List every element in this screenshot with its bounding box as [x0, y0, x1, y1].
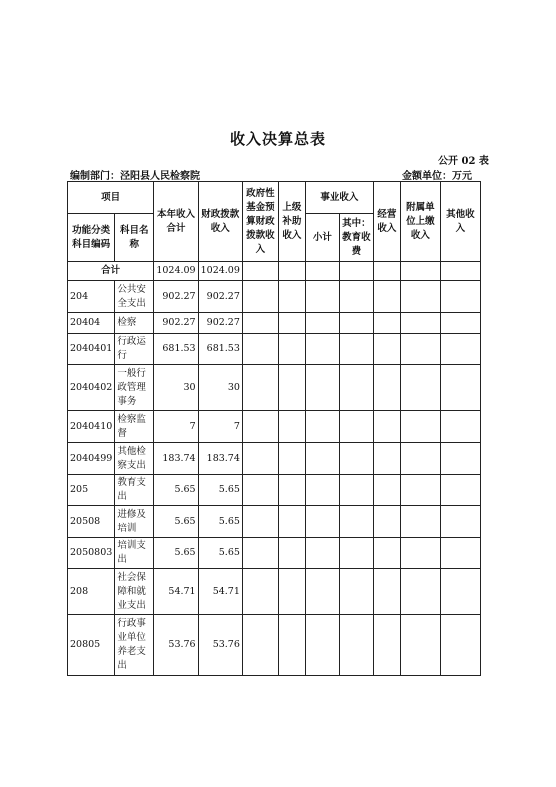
header-item: 项目 — [68, 182, 154, 214]
row-total: 54.71 — [154, 569, 198, 615]
header-gov-fund: 政府性基金预算财政拨款收入 — [242, 182, 278, 262]
row-fiscal: 5.65 — [198, 475, 242, 506]
row-name: 一般行政管理事务 — [115, 365, 154, 411]
row-name: 检察 — [115, 313, 154, 334]
row-code: 2040499 — [68, 443, 115, 475]
row-name: 行政运行 — [115, 334, 154, 365]
table-row — [68, 281, 481, 313]
row-name: 教育支出 — [115, 475, 154, 506]
row-code: 2040401 — [68, 334, 115, 365]
table-row — [68, 334, 481, 365]
row-name: 社会保障和就业支出 — [115, 569, 154, 615]
table-row — [68, 365, 481, 411]
header-total: 本年收入合计 — [154, 182, 198, 262]
header-superior: 上级补助收入 — [278, 182, 305, 262]
row-fiscal: 30 — [198, 365, 242, 411]
row-name: 其他检察支出 — [115, 443, 154, 475]
income-summary-table — [67, 181, 481, 676]
total-label: 合计 — [68, 262, 154, 281]
row-total: 5.65 — [154, 506, 198, 538]
row-fiscal: 681.53 — [198, 334, 242, 365]
amount-unit-label: 金额单位：万元 — [402, 171, 472, 182]
report-title: 收入决算总表 — [229, 130, 326, 148]
row-total: 5.65 — [154, 475, 198, 506]
row-code: 20404 — [68, 313, 115, 334]
row-total: 30 — [154, 365, 198, 411]
row-code: 2040410 — [68, 411, 115, 443]
form-number: 公开 02 表 — [438, 156, 489, 167]
row-name: 检察监督 — [115, 411, 154, 443]
table-row — [68, 443, 481, 475]
table-row — [68, 569, 481, 615]
header-business: 事业收入 — [305, 182, 373, 214]
table-row — [68, 475, 481, 506]
row-code: 20508 — [68, 506, 115, 538]
row-fiscal: 5.65 — [198, 538, 242, 569]
table-row — [68, 411, 481, 443]
row-name: 进修及培训 — [115, 506, 154, 538]
row-name: 行政事业单位养老支出 — [115, 615, 154, 676]
row-total: 681.53 — [154, 334, 198, 365]
table-row — [68, 538, 481, 569]
table-row — [68, 615, 481, 676]
row-fiscal: 54.71 — [198, 569, 242, 615]
row-total: 53.76 — [154, 615, 198, 676]
table-row — [68, 313, 481, 334]
header-fiscal: 财政拨款收入 — [198, 182, 242, 262]
row-total: 902.27 — [154, 313, 198, 334]
header-code: 功能分类科目编码 — [68, 214, 115, 262]
row-name: 培训支出 — [115, 538, 154, 569]
header-subtotal: 小计 — [305, 214, 339, 262]
row-total: 902.27 — [154, 281, 198, 313]
row-code: 2050803 — [68, 538, 115, 569]
header-operating: 经营收入 — [373, 182, 400, 262]
row-code: 208 — [68, 569, 115, 615]
header-education: 其中：教育收费 — [339, 214, 373, 262]
row-fiscal: 902.27 — [198, 281, 242, 313]
row-name: 公共安全支出 — [115, 281, 154, 313]
header-affiliated: 附属单位上缴收入 — [400, 182, 440, 262]
total-fiscal: 1024.09 — [198, 262, 242, 281]
table-row — [68, 506, 481, 538]
row-total: 5.65 — [154, 538, 198, 569]
row-code: 205 — [68, 475, 115, 506]
row-total: 183.74 — [154, 443, 198, 475]
row-fiscal: 183.74 — [198, 443, 242, 475]
row-code: 2040402 — [68, 365, 115, 411]
row-fiscal: 5.65 — [198, 506, 242, 538]
header-name: 科目名称 — [115, 214, 154, 262]
row-fiscal: 53.76 — [198, 615, 242, 676]
total-row — [68, 262, 481, 281]
row-code: 204 — [68, 281, 115, 313]
row-total: 7 — [154, 411, 198, 443]
total-amount: 1024.09 — [154, 262, 198, 281]
row-fiscal: 902.27 — [198, 313, 242, 334]
row-fiscal: 7 — [198, 411, 242, 443]
header-other: 其他收入 — [440, 182, 480, 262]
row-code: 20805 — [68, 615, 115, 676]
department-label: 编制部门：泾阳县人民检察院 — [70, 171, 200, 182]
